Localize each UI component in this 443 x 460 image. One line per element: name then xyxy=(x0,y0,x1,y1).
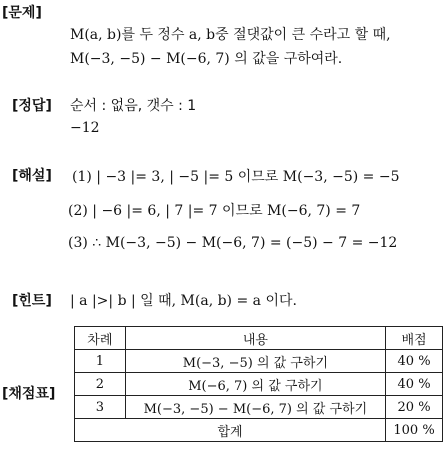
problem-line-1: M(a, b)를 두 정수 a, b중 절댓값이 큰 수라고 할 때, xyxy=(70,27,391,43)
rubric-row-content: M(−3, −5) 의 값 구하기 xyxy=(125,350,385,373)
rubric-row-content: M(−3, −5) − M(−6, 7) 의 값 구하기 xyxy=(125,396,385,419)
rubric-header-content: 내용 xyxy=(125,327,385,350)
rubric-header-points: 배점 xyxy=(386,327,443,350)
rubric-total-row xyxy=(75,419,443,442)
solution-step-2: (2) | −6 |= 6, | 7 |= 7 이므로 M(−6, 7) = 7 xyxy=(68,203,361,219)
rubric-header-row xyxy=(75,327,443,350)
rubric-row-points: 40 % xyxy=(386,350,443,373)
rubric-table xyxy=(74,326,443,442)
problem-line-2: M(−3, −5) − M(−6, 7) 의 값을 구하여라. xyxy=(70,51,343,67)
answer-line-2: −12 xyxy=(70,120,100,136)
hint-label: [힌트] xyxy=(12,293,52,309)
rubric-row-no: 2 xyxy=(75,373,126,396)
solution-step-1: (1) | −3 |= 3, | −5 |= 5 이므로 M(−3, −5) = −5 xyxy=(72,169,400,185)
table-row xyxy=(75,373,443,396)
rubric-total-points: 100 % xyxy=(386,419,443,442)
rubric-row-points: 20 % xyxy=(386,396,443,419)
rubric-row-points: 40 % xyxy=(386,373,443,396)
solution-label: [해설] xyxy=(12,168,52,184)
table-row xyxy=(75,350,443,373)
table-row xyxy=(75,396,443,419)
answer-line-1: 순서 : 없음, 갯수 : 1 xyxy=(70,98,197,114)
answer-label: [정답] xyxy=(12,98,52,114)
rubric-row-no: 3 xyxy=(75,396,126,419)
rubric-label: [채점표] xyxy=(2,386,56,402)
rubric-row-content: M(−6, 7) 의 값 구하기 xyxy=(125,373,385,396)
rubric-total-label: 합계 xyxy=(75,419,386,442)
hint-text: | a |>| b | 일 때, M(a, b) = a 이다. xyxy=(70,293,297,309)
rubric-row-no: 1 xyxy=(75,350,126,373)
problem-label: [문제] xyxy=(2,5,42,21)
rubric-header-no: 차례 xyxy=(75,327,126,350)
solution-step-3: (3) ∴ M(−3, −5) − M(−6, 7) = (−5) − 7 = −12 xyxy=(68,235,398,251)
